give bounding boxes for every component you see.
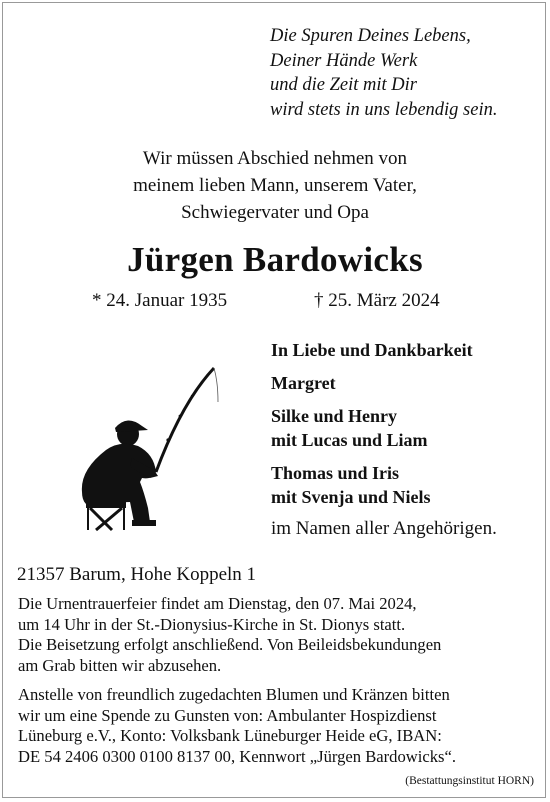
mourners-list [271, 338, 497, 541]
service-line: am Grab bitten wir abzusehen. [18, 655, 222, 675]
donation-line: wir um eine Spende zu Gunsten von: Ambulanter Hospizdienst [18, 705, 437, 725]
motto-line: und die Zeit mit Dir [270, 75, 417, 95]
birth-date: * 24. Januar 1935 [92, 290, 228, 311]
mourner-group [271, 404, 497, 452]
intro-line: Schwiegervater und Opa [181, 202, 369, 223]
deceased-name: Jürgen Bardowicks [127, 240, 423, 279]
motto-line: wird stets in uns lebendig sein. [270, 99, 498, 120]
motto-line: Deiner Hände Werk [270, 50, 418, 71]
mourners-heading: In Liebe und Dankbarkeit [271, 340, 473, 360]
mourners-closing: im Namen aller Angehörigen. [271, 518, 497, 539]
mourner-name: mit Svenja und Niels [271, 487, 431, 507]
mourner-name: Silke und Henry [271, 406, 398, 426]
donation-line: DE 54 2406 0300 0100 8137 00, Kennwort „Jürgen Bardowicks“. [18, 746, 456, 766]
service-paragraph [18, 594, 441, 676]
motto-line: Die Spuren Deines Lebens, [270, 26, 471, 46]
donation-paragraph [18, 685, 456, 767]
death-date: † 25. März 2024 [314, 290, 440, 311]
mourner-address: 21357 Barum, Hohe Koppeln 1 [17, 564, 257, 585]
mourner-name: Margret [271, 373, 336, 393]
mourner-group [271, 371, 497, 395]
intro-text [0, 145, 550, 226]
intro-line: Wir müssen Abschied nehmen von [142, 148, 408, 169]
donation-line: Lüneburg e.V., Konto: Volksbank Lüneburger Heide eG, IBAN: [18, 726, 442, 745]
service-line: Die Beisetzung erfolgt anschließend. Von Beileidsbekundungen [18, 635, 442, 654]
service-line: um 14 Uhr in der St.-Dionysius-Kirche in St. Dionys statt. [18, 614, 406, 634]
donation-line: Anstelle von freundlich zugedachten Blumen und Kränzen bitten [18, 685, 450, 704]
funeral-home-credit: (Bestattungsinstitut HORN) [405, 775, 534, 787]
mourner-name: Thomas und Iris [271, 463, 400, 483]
mourner-name: mit Lucas und Liam [271, 430, 428, 450]
fisherman-silhouette-icon [72, 362, 222, 532]
service-line: Die Urnentrauerfeier findet am Dienstag, den 07. Mai 2024, [18, 594, 417, 613]
mourner-group [271, 461, 497, 509]
motto-verse [270, 24, 497, 122]
intro-line: meinem lieben Mann, unserem Vater, [133, 175, 417, 196]
